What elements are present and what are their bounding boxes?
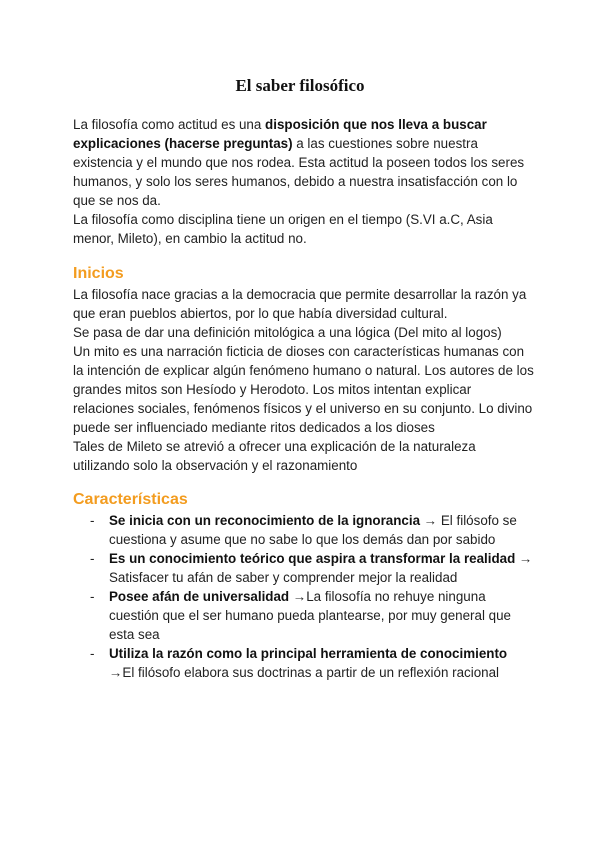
bullet-dash: -: [90, 646, 95, 661]
list-item-text: →La filosofía no rehuye ninguna cuestión que el ser humano pueda plantearse, por muy general que esta sea: [109, 589, 511, 642]
bullet-dash: -: [90, 513, 95, 528]
list-item-bold: Se inicia con un reconocimiento de la ignorancia: [109, 513, 421, 528]
document-body: [73, 115, 535, 682]
list-item: [73, 511, 535, 549]
list-item: [73, 587, 535, 644]
bullet-dash: -: [90, 551, 95, 566]
intro-text-start: La filosofía como actitud es una: [73, 117, 266, 132]
intro-text-end: a las cuestiones sobre nuestra existencia y el mundo que nos rodea. Esta actitud la poseen todos los seres humanos, y solo los seres humanos, debido a nuestra insatisfacción con lo que se nos da.: [73, 136, 525, 208]
list-item-text: →El filósofo elabora sus doctrinas a partir de un reflexión racional: [109, 665, 500, 680]
inicios-paragraph-3: Un mito es una narración ficticia de dioses con características humanas con la intención de explicar algún fenómeno humano o natural. Los autores de los grandes mitos son Hesíodo y Herodoto. Los mitos intentan explicar relaciones sociales, fenómenos físicos y el universo en su conjunto. Lo divino puede ser influenciado mediante ritos dedicados a los dioses: [73, 344, 534, 435]
list-item-bold: Posee afán de universalidad: [109, 589, 290, 604]
list-item-bold: Utiliza la razón como la principal herramienta de conocimiento: [109, 646, 508, 661]
intro-bold-text: disposición que nos lleva a buscar explicaciones (hacerse preguntas): [73, 117, 487, 151]
list-item: [73, 549, 535, 587]
intro-paragraph-2: La filosofía como disciplina tiene un origen en el tiempo (S.VI a.C, Asia menor, Mileto), en cambio la actitud no.: [73, 212, 493, 246]
section-heading-inicios: Inicios: [73, 265, 124, 282]
document-title: El saber filosófico: [235, 76, 365, 95]
inicios-paragraph-4: Tales de Mileto se atrevió a ofrecer una explicación de la naturaleza utilizando solo la observación y el razonamiento: [73, 439, 476, 473]
caracteristicas-list: [73, 511, 535, 682]
section-heading-caracteristicas: Características: [73, 491, 188, 508]
inicios-paragraph-2: Se pasa de dar una definición mitológica a una lógica (Del mito al logos): [73, 325, 502, 340]
list-item: [73, 644, 535, 682]
bullet-dash: -: [90, 589, 95, 604]
list-item-bold: Es un conocimiento teórico que aspira a transformar la realidad: [109, 551, 516, 566]
inicios-paragraph-1: La filosofía nace gracias a la democracia que permite desarrollar la razón ya que eran pueblos abiertos, por lo que había diversidad cultural.: [73, 287, 527, 321]
list-item-text: → Satisfacer tu afán de saber y comprender mejor la realidad: [109, 551, 533, 585]
intro-paragraph-1: [73, 115, 535, 210]
list-item-text: → El filósofo se cuestiona y asume que no sabe lo que los demás dan por sabido: [109, 513, 517, 547]
